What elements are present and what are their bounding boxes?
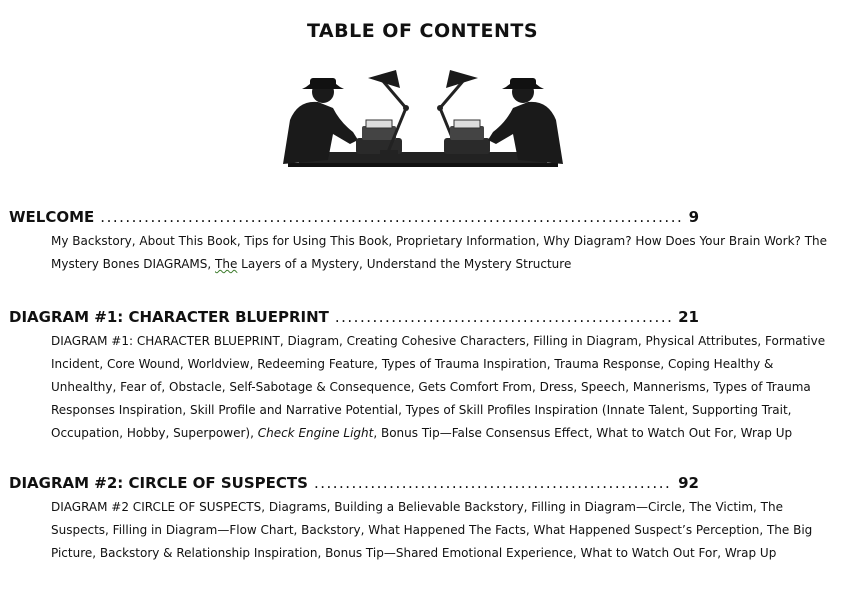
toc-entry-diagram-1	[9, 308, 826, 445]
toc-heading: DIAGRAM #2: CIRCLE OF SUSPECTS	[9, 474, 308, 492]
toc-page-number: 92	[678, 474, 699, 492]
desc-text: , Bonus Tip—False Consensus Effect, What to Watch Out For, Wrap Up	[373, 426, 793, 440]
toc-description	[51, 230, 841, 276]
desc-text: Layers of a Mystery, Understand the Mystery Structure	[237, 257, 572, 271]
desc-text-flagged: The	[215, 257, 238, 271]
dot-leader	[100, 208, 682, 226]
toc-heading-row	[9, 308, 699, 326]
toc-heading: DIAGRAM #1: CHARACTER BLUEPRINT	[9, 308, 329, 326]
desc-text-italic: Check Engine Light	[257, 426, 374, 440]
toc-heading-row	[9, 474, 699, 492]
toc-heading: WELCOME	[9, 208, 95, 226]
toc-entry-welcome	[9, 208, 828, 276]
desc-text: DIAGRAM #1: CHARACTER BLUEPRINT, Diagram, Creating Cohesive Characters, Filling in Diagram, Physical Attributes, Formative Incident, Core Wound, Worldview, Redeeming Feature, Types of Trauma Inspiration, Trauma Response, Coping Healthy & Unhealthy, Fear of, Obstacle, Self-Sabotage & Consequence, Gets Comfort From, Dress, Speech, Mannerisms, Types of Trauma Responses Inspiration, Skill Profile and Narrative Potential, Types of Skill Profiles Inspiration (Innate Talent, Supporting Trait, Occupation, Hobby, Superpower),	[51, 334, 826, 440]
toc-description: DIAGRAM #2 CIRCLE OF SUSPECTS, Diagrams, Building a Believable Backstory, Filling in Diagram—Circle, The Victim, The Suspects, Filling in Diagram—Flow Chart, Backstory, What Happened The Facts, What Happened Suspect’s Perception, The Big Picture, Backstory & Relationship Inspiration, Bonus Tip—Shared Emotional Experience, What to Watch Out For, Wrap Up	[51, 500, 813, 560]
toc-entry-diagram-2	[9, 474, 813, 565]
dot-leader	[314, 474, 672, 492]
page-title: TABLE OF CONTENTS	[306, 20, 539, 42]
dot-leader	[335, 308, 672, 326]
toc-page-number: 21	[678, 308, 699, 326]
detectives-typewriter-illustration	[278, 60, 568, 170]
desc-text: My Backstory, About This Book, Tips for Using This Book, Proprietary Information, Why Diagram? How Does Your Brain Work? The Mystery Bones DIAGRAMS,	[51, 234, 828, 271]
toc-heading-row	[9, 208, 699, 226]
toc-page-number: 9	[688, 208, 699, 226]
toc-description	[51, 330, 841, 445]
